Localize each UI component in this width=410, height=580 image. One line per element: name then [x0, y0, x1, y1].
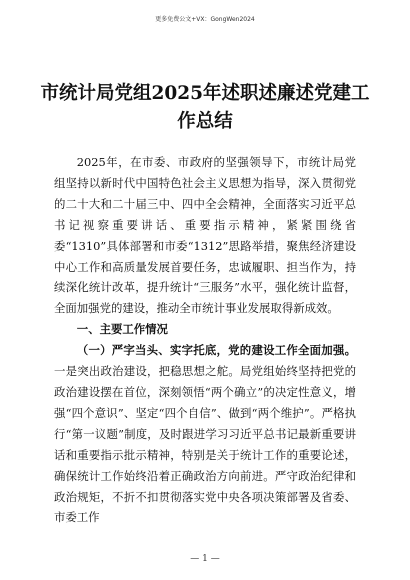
- item1-lead: （一）严字当头、实字托底，党的建设工作全面加强。: [76, 343, 356, 358]
- document-body: [54, 152, 356, 528]
- document-title: 市统计局党组2025年述职述廉述党建工作总结: [40, 83, 370, 132]
- page-header: 更多免费公文+VX：GongWen2024: [155, 16, 255, 23]
- intro-paragraph: 2025年，在市委、市政府的坚强领导下，市统计局党组坚持以新时代中国特色社会主义思想为指导，深入贯彻党的二十大和二十届三中、四中全会精神，全面落实习近平总书记视察重要讲话、重要指示精神，紧紧围绕省委“1310”具体部署和市委“1312”思路举措，聚焦经济建设中心工作和高质量发展首要任务，忠诚履职、担当作为，持续深化统计改革，提升统计“三服务”水平，强化统计监督，全面加强党的建设，推动全市统计事业发展取得新成效。: [54, 155, 356, 316]
- section-heading: 一、主要工作情况: [76, 322, 168, 337]
- item1-paragraph: [54, 340, 356, 528]
- page-number: — 1 —: [190, 554, 220, 564]
- item1-body: 一是突出政治建设，把稳思想之舵。局党组始终坚持把党的政治建设摆在首位，深刻领悟“两个确立”的决定性意义，增强“四个意识”、坚定“四个自信”、做到“两个维护”。严格执行“第一议题”制度，及时跟进学习习近平总书记最新重要讲话和重要指示批示精神，特别是关于统计工作的重要论述，确保统计工作始终沿着正确政治方向前进。严守政治纪律和政治规矩，不折不扣贯彻落实党中央各项决策部署及省委、市委工作: [54, 364, 356, 525]
